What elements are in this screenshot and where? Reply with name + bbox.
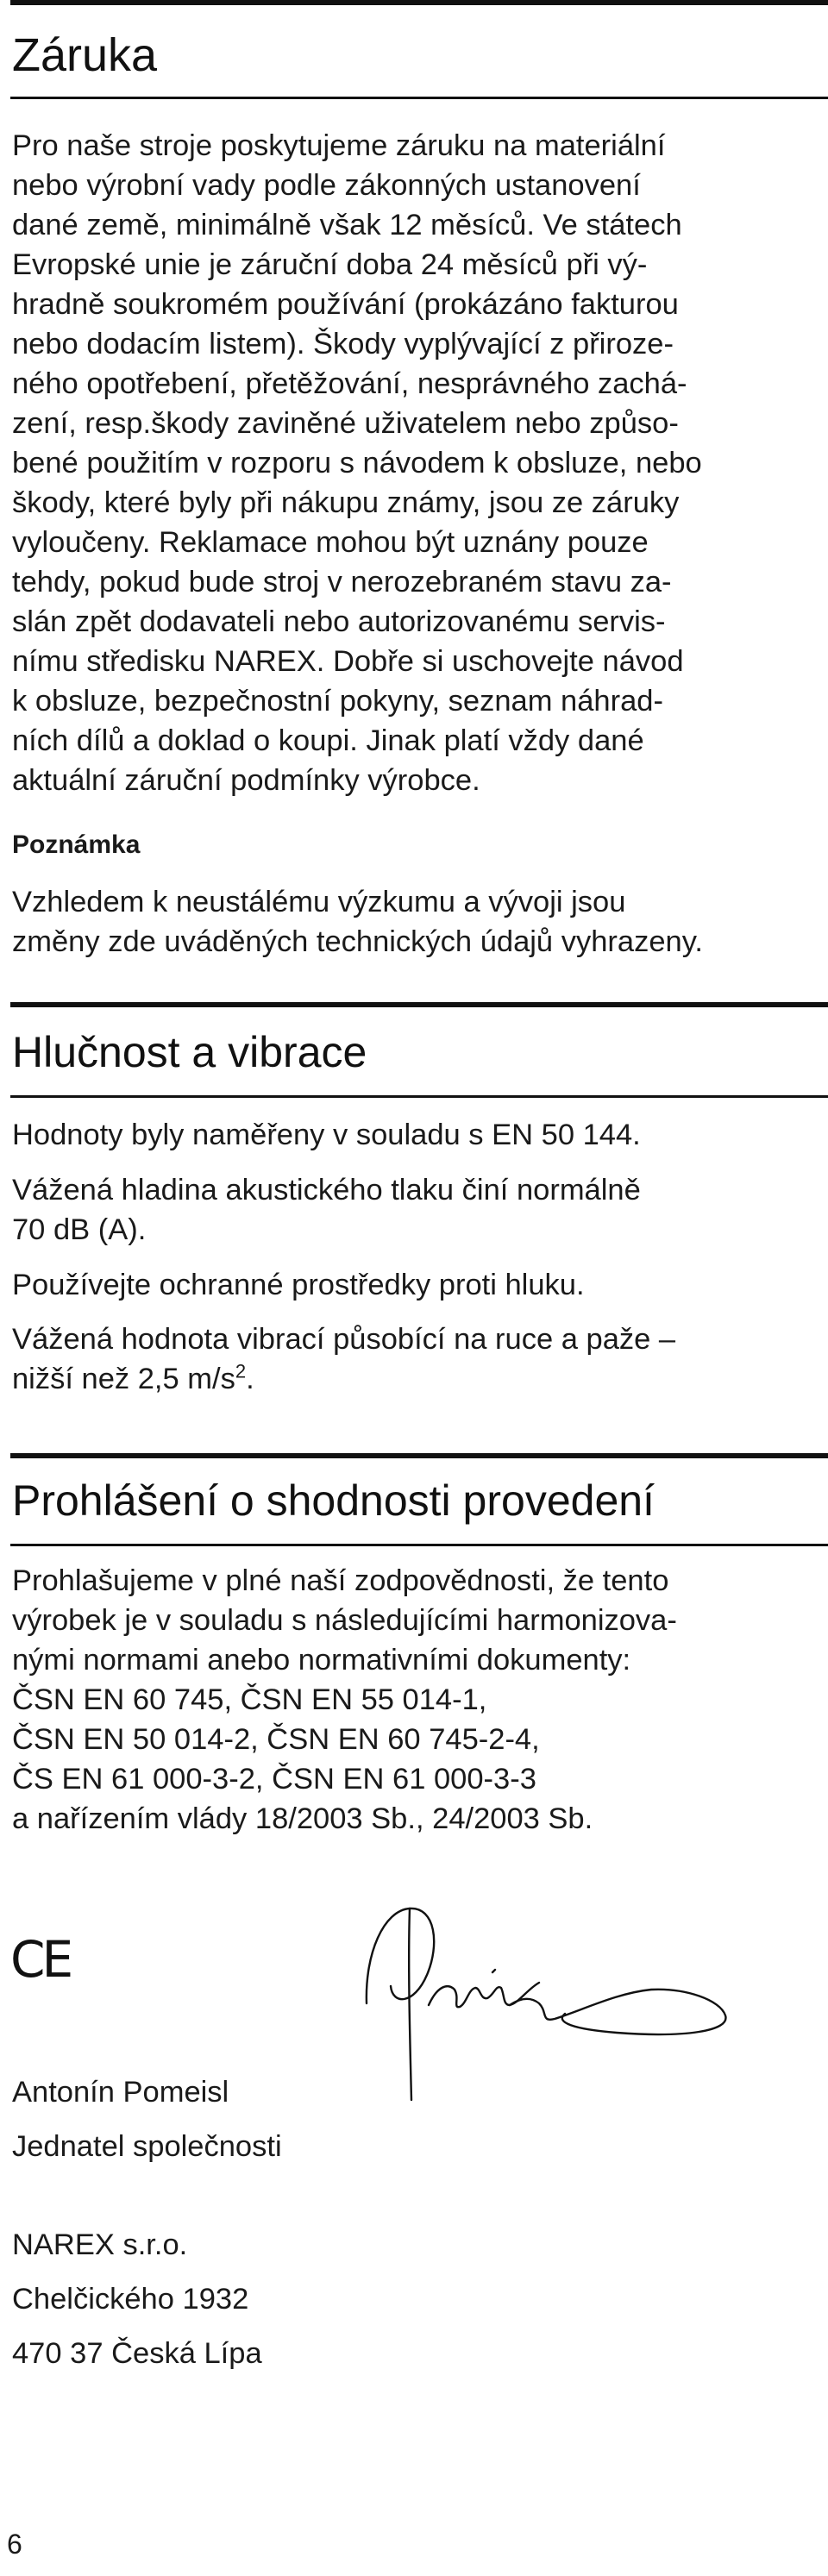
section-rule xyxy=(10,1095,828,1098)
warranty-body: Pro naše stroje poskytujeme záruku na materiální nebo výrobní vady podle zákonných ustanovení dané země, minimálně však 12 měsíců. Ve státech Evropské unie je záruční doba 24 měsíců při vý- hradně soukromém používání (prokázáno fakturou nebo dodacím listem). Škody vyplývající z přiroze- ného opotřebení, přetěžování, nesprávného zachá- zení, resp.škody zaviněné uživatelem nebo způso- bené použitím v rozporu s návodem k obsluze, nebo škody, které byly při nákupu známy, jsou ze záruky vyloučeny. Reklamace mohou být uznány pouze tehdy, pokud bude stroj v nerozebraném stavu za- slán zpět dodavateli nebo autorizovanému servis- nímu středisku NAREX. Dobře si uschovejte návod k obsluze, bezpečnostní pokyny, seznam náhrad- ních dílů a doklad o koupi. Jinak platí vždy dané aktuální záruční podmínky výrobce. xyxy=(12,129,702,797)
conformity-body: Prohlašujeme v plné naší zodpovědnosti, že tento výrobek je v souladu s následujícími harmonizova- nými normami anebo normativními dokumenty: ČSN EN 60 745, ČSN EN 55 014-1, ČSN EN 50 014-2, ČSN EN 60 745-2-4, ČS EN 61 000-3-2, ČSN EN 61 000-3-3 a nařízením vlády 18/2003 Sb., 24/2003 Sb. xyxy=(12,1564,677,1835)
section-rule xyxy=(10,1544,828,1546)
hearing-protection-text: Používejte ochranné prostředky proti hluku. xyxy=(12,1269,585,1301)
section-rule-top xyxy=(10,1002,828,1007)
conformity-heading: Prohlášení o shodnosti provedení xyxy=(12,1476,655,1525)
section-rule-top xyxy=(10,1453,828,1458)
noise-heading: Hlučnost a vibrace xyxy=(12,1028,367,1076)
company-city: 470 37 Česká Lípa xyxy=(12,2337,262,2370)
section-rule-top xyxy=(10,0,828,5)
sound-pressure-text: Vážená hladina akustického tlaku činí normálně 70 dB (A). xyxy=(12,1174,641,1246)
vibration-value: nižší než 2,5 m/s xyxy=(12,1363,235,1395)
signer-role: Jednatel společnosti xyxy=(12,2130,282,2163)
section-rule xyxy=(10,97,828,99)
note-heading: Poznámka xyxy=(12,830,141,859)
company-name: NAREX s.r.o. xyxy=(12,2228,188,2261)
vibration-text-line2 xyxy=(12,1359,814,1399)
page-number: 6 xyxy=(7,2529,22,2560)
unit-superscript: 2 xyxy=(235,1360,247,1382)
ce-mark: CE xyxy=(10,1930,71,1989)
noise-measurement-text: Hodnoty byly naměřeny v souladu s EN 50 144. xyxy=(12,1119,641,1151)
vibration-text-line1: Vážená hodnota vibrací působící na ruce a paže – xyxy=(12,1323,676,1356)
vibration-period: . xyxy=(246,1363,254,1395)
company-street: Chelčického 1932 xyxy=(12,2283,249,2316)
warranty-heading: Záruka xyxy=(12,29,158,81)
signer-name: Antonín Pomeisl xyxy=(12,2076,229,2109)
note-body: Vzhledem k neustálému výzkumu a vývoji jsou změny zde uváděných technických údajů vyhrazeny. xyxy=(12,886,703,958)
